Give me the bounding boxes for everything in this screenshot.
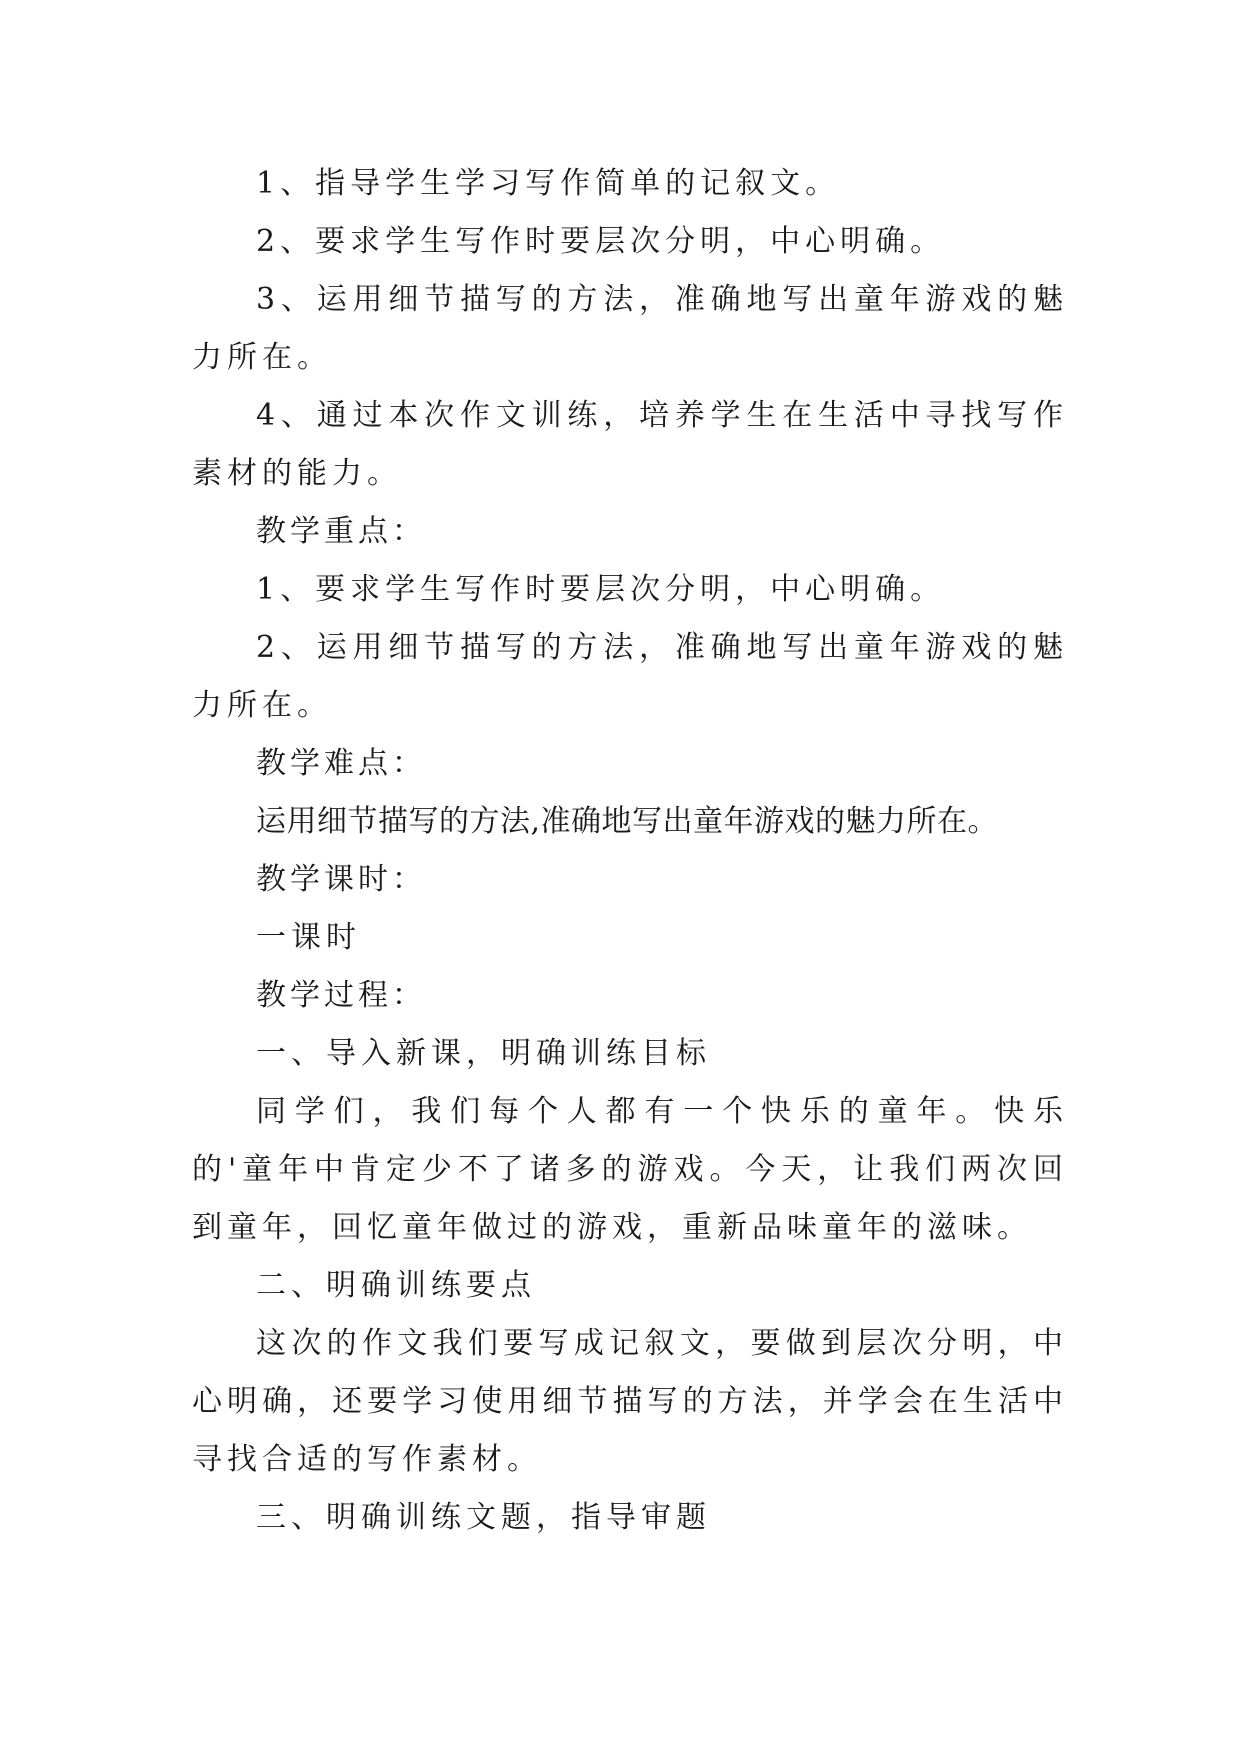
objective-2: 2、要求学生写作时要层次分明，中心明确。 [256, 224, 946, 259]
step-1-heading: 一、导入新课，明确训练目标 [256, 1036, 711, 1071]
step-2-heading: 二、明确训练要点 [256, 1268, 536, 1303]
section-heading-difficulties: 教学难点： [256, 746, 426, 781]
section-heading-class-hours: 教学课时： [256, 862, 426, 897]
step-1-text: 同学们，我们每个人都有一个快乐的童年。快乐的'童年中肯定少不了诸多的游戏。今天，让我们两次回到童年，回忆童年做过的游戏，重新品味童年的滋味。 [192, 1094, 1068, 1245]
objective-3: 3、运用细节描写的方法，准确地写出童年游戏的魅力所在。 [192, 282, 1068, 375]
key-point-1: 1、要求学生写作时要层次分明，中心明确。 [256, 572, 946, 607]
difficulty-text: 运用细节描写的方法,准确地写出童年游戏的魅力所在。 [256, 804, 999, 839]
section-heading-process: 教学过程： [256, 978, 426, 1013]
class-hours-value: 一课时 [256, 920, 361, 955]
objective-4: 4、通过本次作文训练，培养学生在生活中寻找写作素材的能力。 [192, 398, 1068, 491]
step-2-text: 这次的作文我们要写成记叙文，要做到层次分明，中心明确，还要学习使用细节描写的方法，并学会在生活中寻找合适的写作素材。 [192, 1326, 1068, 1477]
step-3-heading: 三、明确训练文题，指导审题 [256, 1500, 711, 1535]
section-heading-key-points: 教学重点： [256, 514, 426, 549]
objective-1: 1、指导学生学习写作简单的记叙文。 [256, 166, 841, 201]
key-point-2: 2、运用细节描写的方法，准确地写出童年游戏的魅力所在。 [192, 630, 1068, 723]
document-body [192, 155, 1068, 1547]
